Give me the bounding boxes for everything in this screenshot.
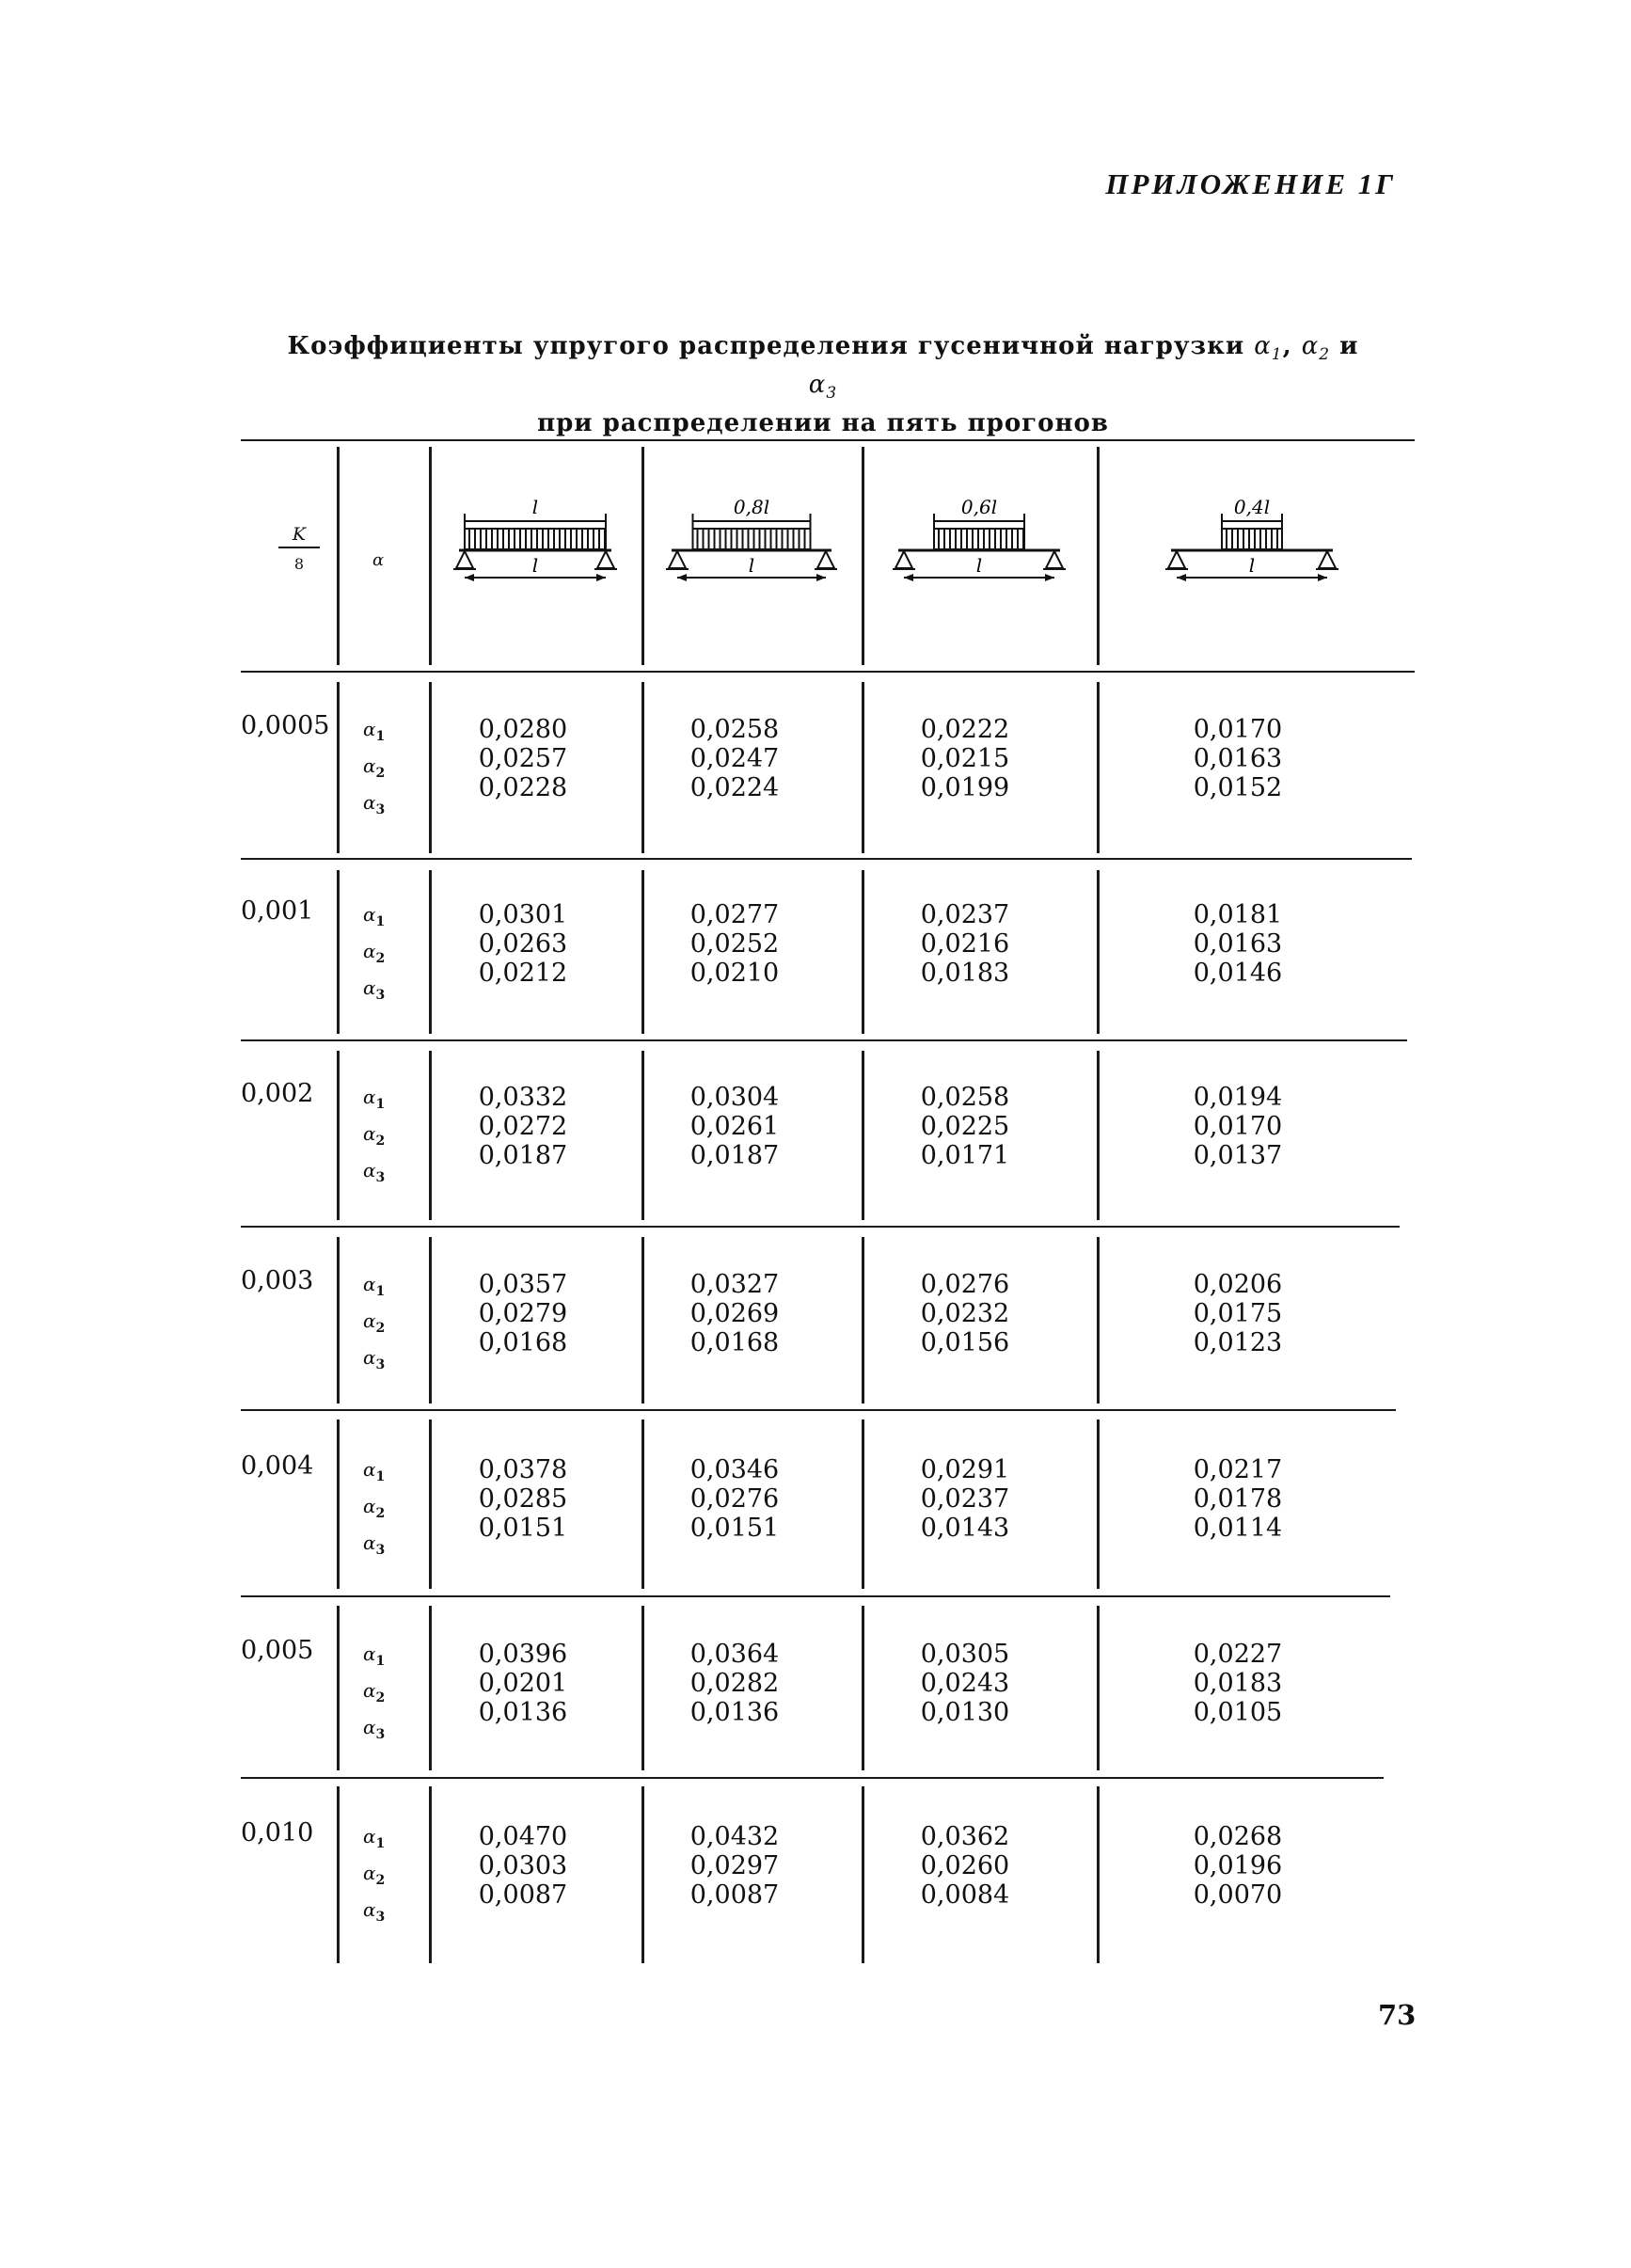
load-width-label: 0,6l [960, 496, 998, 518]
coefficient-value: 0,0258 [920, 1083, 1010, 1112]
coefficient-value: 0,0130 [920, 1698, 1010, 1727]
coefficient-value: 0,0301 [478, 900, 568, 929]
alpha-label: $\alpha_1$ [363, 903, 386, 929]
coefficient-value: 0,0168 [689, 1328, 780, 1357]
full-span-load-icon [432, 491, 639, 632]
coefficient-cell [659, 1640, 810, 1727]
coefficient-value: 0,0216 [920, 929, 1010, 959]
load-width-label: 0,8l [733, 496, 770, 518]
alpha-label: $\alpha_1$ [363, 1642, 386, 1669]
alpha-label: $\alpha_2$ [363, 754, 386, 781]
alpha-label: $\alpha_1$ [363, 718, 386, 744]
coefficient-value: 0,0258 [689, 715, 780, 744]
coefficient-value: 0,0136 [478, 1698, 568, 1727]
alpha-label: $\alpha_3$ [363, 1716, 386, 1742]
table-rule [241, 1595, 1390, 1597]
column-divider [641, 1786, 644, 1963]
alpha-label: $\alpha_2$ [363, 940, 386, 966]
coefficient-value: 0,0151 [478, 1514, 568, 1543]
table-rule [241, 1039, 1407, 1041]
coefficient-value: 0,0364 [689, 1640, 780, 1669]
coefficient-value: 0,0199 [920, 773, 1010, 802]
alpha-label: $\alpha_3$ [363, 791, 386, 817]
coefficient-value: 0,0206 [1193, 1270, 1283, 1299]
alpha-labels [363, 1822, 401, 1932]
coefficient-cell [659, 715, 810, 802]
span-label: l [975, 554, 983, 577]
k-value: 0,0005 [241, 711, 330, 740]
alpha-label: $\alpha_3$ [363, 1898, 386, 1925]
column-divider [429, 682, 432, 853]
coefficient-value: 0,0217 [1193, 1455, 1283, 1484]
k-value: 0,002 [241, 1079, 314, 1108]
column-divider [862, 682, 864, 853]
coefficient-value: 0,0183 [920, 959, 1010, 988]
coefficient-value: 0,0156 [920, 1328, 1010, 1357]
title-and: и [1339, 332, 1359, 360]
coefficient-cell [890, 900, 1040, 988]
column-divider [337, 870, 340, 1034]
title-line-2: при распределении на пять прогонов [537, 409, 1109, 438]
alpha-column-header: α [372, 550, 385, 570]
coefficient-cell [659, 1270, 810, 1357]
span-label: l [531, 554, 539, 577]
coefficient-value: 0,0303 [478, 1851, 568, 1880]
coefficient-value: 0,0123 [1193, 1328, 1283, 1357]
coefficient-value: 0,0163 [1193, 744, 1283, 773]
column-divider [337, 1051, 340, 1220]
coefficient-value: 0,0332 [478, 1083, 568, 1112]
table-rule [241, 1777, 1384, 1779]
coefficient-cell [1163, 1455, 1313, 1543]
k-value: 0,005 [241, 1636, 314, 1665]
appendix-heading: ПРИЛОЖЕНИЕ 1Г [1105, 167, 1396, 200]
coefficient-value: 0,0178 [1193, 1484, 1283, 1514]
alpha-labels [363, 1640, 401, 1750]
coefficient-value: 0,0114 [1193, 1514, 1283, 1543]
coefficient-cell [1163, 1640, 1313, 1727]
coefficient-value: 0,0227 [1193, 1640, 1283, 1669]
k-value: 0,010 [241, 1818, 314, 1848]
coefficient-value: 0,0432 [689, 1822, 780, 1851]
coefficient-value: 0,0105 [1193, 1698, 1283, 1727]
coefficient-value: 0,0470 [478, 1822, 568, 1851]
coefficient-cell [890, 1822, 1040, 1910]
column-divider [862, 1606, 864, 1770]
span-label: l [748, 554, 755, 577]
coefficient-value: 0,0194 [1193, 1083, 1283, 1112]
coefficient-value: 0,0170 [1193, 1112, 1283, 1141]
load-width-label: l [531, 496, 539, 518]
alpha-label: $\alpha_2$ [363, 1862, 386, 1888]
coefficient-value: 0,0252 [689, 929, 780, 959]
coefficient-value: 0,0151 [689, 1514, 780, 1543]
coefficient-cell [890, 1640, 1040, 1727]
coefficient-cell [890, 1083, 1040, 1170]
coefficient-value: 0,0357 [478, 1270, 568, 1299]
coefficient-cell [1163, 1822, 1313, 1910]
coefficient-value: 0,0210 [689, 959, 780, 988]
coefficient-cell [448, 1640, 598, 1727]
coefficient-value: 0,0232 [920, 1299, 1010, 1328]
table-title [282, 331, 1364, 438]
column-divider [641, 1051, 644, 1220]
coefficient-value: 0,0228 [478, 773, 568, 802]
alpha-label: $\alpha_2$ [363, 1122, 386, 1149]
coefficient-value: 0,0187 [689, 1141, 780, 1170]
coefficient-cell [659, 1455, 810, 1543]
alpha-labels [363, 1083, 401, 1193]
alpha-labels [363, 1270, 401, 1380]
alpha-label: $\alpha_2$ [363, 1495, 386, 1521]
alpha-label: $\alpha_3$ [363, 1531, 386, 1558]
coefficient-value: 0,0362 [920, 1822, 1010, 1851]
column-divider [429, 870, 432, 1034]
coefficient-value: 0,0183 [1193, 1669, 1283, 1698]
coefficient-cell [448, 900, 598, 988]
coefficient-cell [1163, 715, 1313, 802]
coefficient-value: 0,0304 [689, 1083, 780, 1112]
k-numerator: K [278, 524, 320, 548]
coefficient-value: 0,0260 [920, 1851, 1010, 1880]
alpha-label: $\alpha_2$ [363, 1679, 386, 1705]
load-0-6l-icon [876, 491, 1083, 632]
coefficient-value: 0,0196 [1193, 1851, 1283, 1880]
coefficient-cell [1163, 1083, 1313, 1170]
coefficient-cell [659, 1083, 810, 1170]
coefficient-value: 0,0269 [689, 1299, 780, 1328]
coefficient-cell [1163, 1270, 1313, 1357]
table-rule [241, 671, 1415, 673]
k-value: 0,001 [241, 896, 314, 926]
coefficient-value: 0,0247 [689, 744, 780, 773]
load-0-4l-icon [1148, 491, 1355, 632]
table-rule [241, 439, 1415, 441]
column-divider [641, 447, 644, 665]
coefficient-cell [1163, 900, 1313, 988]
coefficient-value: 0,0396 [478, 1640, 568, 1669]
coefficient-cell [448, 715, 598, 802]
coefficient-value: 0,0237 [920, 1484, 1010, 1514]
coefficient-value: 0,0168 [478, 1328, 568, 1357]
coefficient-value: 0,0181 [1193, 900, 1283, 929]
coefficient-value: 0,0378 [478, 1455, 568, 1484]
coefficient-value: 0,0215 [920, 744, 1010, 773]
coefficient-value: 0,0243 [920, 1669, 1010, 1698]
coefficient-value: 0,0146 [1193, 959, 1283, 988]
coefficient-cell [890, 1455, 1040, 1543]
coefficient-value: 0,0285 [478, 1484, 568, 1514]
column-divider [1097, 1419, 1100, 1589]
column-divider [429, 1786, 432, 1963]
coefficient-value: 0,0346 [689, 1455, 780, 1484]
column-divider [862, 1237, 864, 1404]
coefficient-value: 0,0136 [689, 1698, 780, 1727]
coefficient-value: 0,0084 [920, 1880, 1010, 1910]
k-value: 0,004 [241, 1451, 314, 1481]
coefficient-value: 0,0261 [689, 1112, 780, 1141]
alpha-label: $\alpha_3$ [363, 1346, 386, 1372]
coefficient-value: 0,0268 [1193, 1822, 1283, 1851]
coefficient-value: 0,0282 [689, 1669, 780, 1698]
column-divider [429, 1237, 432, 1404]
coefficient-value: 0,0143 [920, 1514, 1010, 1543]
alpha-labels [363, 715, 401, 825]
table-rule [241, 858, 1412, 860]
coefficient-cell [448, 1455, 598, 1543]
alpha-label: $\alpha_1$ [363, 1458, 386, 1484]
column-divider [1097, 682, 1100, 853]
coefficient-value: 0,0222 [920, 715, 1010, 744]
column-divider [862, 1419, 864, 1589]
coefficient-cell [448, 1822, 598, 1910]
alpha-labels [363, 1455, 401, 1565]
coefficient-value: 0,0175 [1193, 1299, 1283, 1328]
coefficient-cell [659, 900, 810, 988]
coefficient-table [241, 439, 1415, 1963]
column-divider [337, 447, 340, 665]
column-divider [337, 1606, 340, 1770]
coefficient-value: 0,0257 [478, 744, 568, 773]
coefficient-value: 0,0152 [1193, 773, 1283, 802]
column-divider [337, 1419, 340, 1589]
coefficient-value: 0,0224 [689, 773, 780, 802]
k-over-8-header [278, 524, 320, 575]
coefficient-value: 0,0171 [920, 1141, 1010, 1170]
coefficient-value: 0,0297 [689, 1851, 780, 1880]
coefficient-value: 0,0327 [689, 1270, 780, 1299]
coefficient-value: 0,0237 [920, 900, 1010, 929]
k-denominator: 8 [293, 555, 305, 573]
coefficient-value: 0,0137 [1193, 1141, 1283, 1170]
column-divider [429, 1051, 432, 1220]
title-text: Коэффициенты упругого распределения гусеничной нагрузки [287, 332, 1245, 360]
page-number: 73 [1378, 1999, 1417, 2031]
span-label: l [1248, 554, 1256, 577]
alpha-2: $\alpha_2$ [1301, 332, 1331, 365]
alpha-1: $\alpha_1$ [1254, 332, 1283, 365]
column-divider [337, 1786, 340, 1963]
coefficient-cell [890, 1270, 1040, 1357]
coefficient-value: 0,0212 [478, 959, 568, 988]
column-divider [1097, 1606, 1100, 1770]
coefficient-value: 0,0087 [478, 1880, 568, 1910]
column-divider [641, 1237, 644, 1404]
coefficient-cell [448, 1083, 598, 1170]
coefficient-value: 0,0276 [689, 1484, 780, 1514]
column-divider [862, 1051, 864, 1220]
coefficient-value: 0,0272 [478, 1112, 568, 1141]
column-divider [337, 682, 340, 853]
alpha-labels [363, 900, 401, 1010]
coefficient-value: 0,0225 [920, 1112, 1010, 1141]
column-divider [1097, 1237, 1100, 1404]
coefficient-value: 0,0280 [478, 715, 568, 744]
column-divider [429, 1606, 432, 1770]
coefficient-value: 0,0170 [1193, 715, 1283, 744]
title-line-1: Коэффициенты упругого распределения гусеничной нагрузки $\alpha_1$, $\alpha_2$ и $\alpha_3$ [287, 332, 1359, 404]
coefficient-value: 0,0291 [920, 1455, 1010, 1484]
coefficient-value: 0,0263 [478, 929, 568, 959]
column-divider [429, 1419, 432, 1589]
alpha-label: $\alpha_1$ [363, 1086, 386, 1112]
coefficient-value: 0,0276 [920, 1270, 1010, 1299]
load-0-8l-icon [648, 491, 855, 632]
coefficient-value: 0,0305 [920, 1640, 1010, 1669]
coefficient-cell [890, 715, 1040, 802]
coefficient-cell [448, 1270, 598, 1357]
alpha-label: $\alpha_3$ [363, 1159, 386, 1185]
column-divider [641, 1419, 644, 1589]
column-divider [1097, 1051, 1100, 1220]
column-divider [1097, 447, 1100, 665]
column-divider [641, 1606, 644, 1770]
column-divider [641, 682, 644, 853]
coefficient-value: 0,0277 [689, 900, 780, 929]
column-divider [337, 1237, 340, 1404]
column-divider [862, 1786, 864, 1963]
column-divider [641, 870, 644, 1034]
alpha-label: $\alpha_2$ [363, 1309, 386, 1336]
coefficient-cell [659, 1822, 810, 1910]
table-rule [241, 1409, 1396, 1411]
alpha-label: $\alpha_1$ [363, 1825, 386, 1851]
column-divider [862, 870, 864, 1034]
k-value: 0,003 [241, 1266, 314, 1295]
alpha-3: $\alpha_3$ [808, 371, 838, 404]
coefficient-value: 0,0087 [689, 1880, 780, 1910]
column-divider [1097, 1786, 1100, 1963]
coefficient-value: 0,0201 [478, 1669, 568, 1698]
coefficient-value: 0,0279 [478, 1299, 568, 1328]
alpha-label: $\alpha_1$ [363, 1273, 386, 1299]
column-divider [1097, 870, 1100, 1034]
load-width-label: 0,4l [1233, 496, 1271, 518]
column-divider [862, 447, 864, 665]
coefficient-value: 0,0070 [1193, 1880, 1283, 1910]
alpha-label: $\alpha_3$ [363, 976, 386, 1003]
coefficient-value: 0,0187 [478, 1141, 568, 1170]
coefficient-value: 0,0163 [1193, 929, 1283, 959]
table-rule [241, 1226, 1400, 1228]
